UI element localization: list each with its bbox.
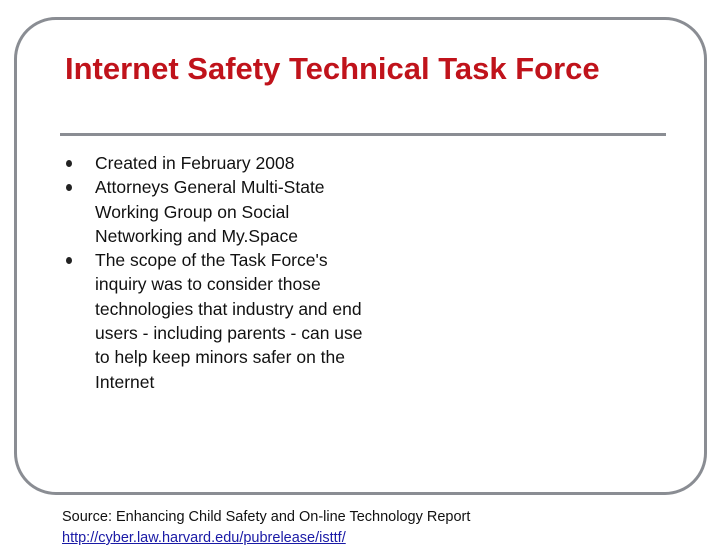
source-link[interactable]: http://cyber.law.harvard.edu/pubrelease/isttf/ bbox=[62, 530, 346, 546]
bullet-dot-icon bbox=[66, 257, 72, 264]
bullet-text: The scope of the Task Force's inquiry was to consider those technologies that industry and end users - including parents - can use to help keep minors safer on the Internet bbox=[95, 250, 363, 392]
bullet-item bbox=[66, 175, 366, 248]
source-citation: Source: Enhancing Child Safety and On-line Technology Report bbox=[62, 509, 471, 525]
slide-title: Internet Safety Technical Task Force bbox=[65, 51, 600, 86]
bullet-text: Created in February 2008 bbox=[95, 153, 295, 173]
bullet-text: Attorneys General Multi-State Working Group on Social Networking and My.Space bbox=[95, 177, 325, 246]
bullet-item bbox=[66, 151, 366, 175]
title-divider bbox=[60, 133, 666, 136]
bullet-item bbox=[66, 248, 366, 394]
bullet-dot-icon bbox=[66, 160, 72, 167]
bullet-list bbox=[66, 151, 366, 394]
bullet-dot-icon bbox=[66, 184, 72, 191]
